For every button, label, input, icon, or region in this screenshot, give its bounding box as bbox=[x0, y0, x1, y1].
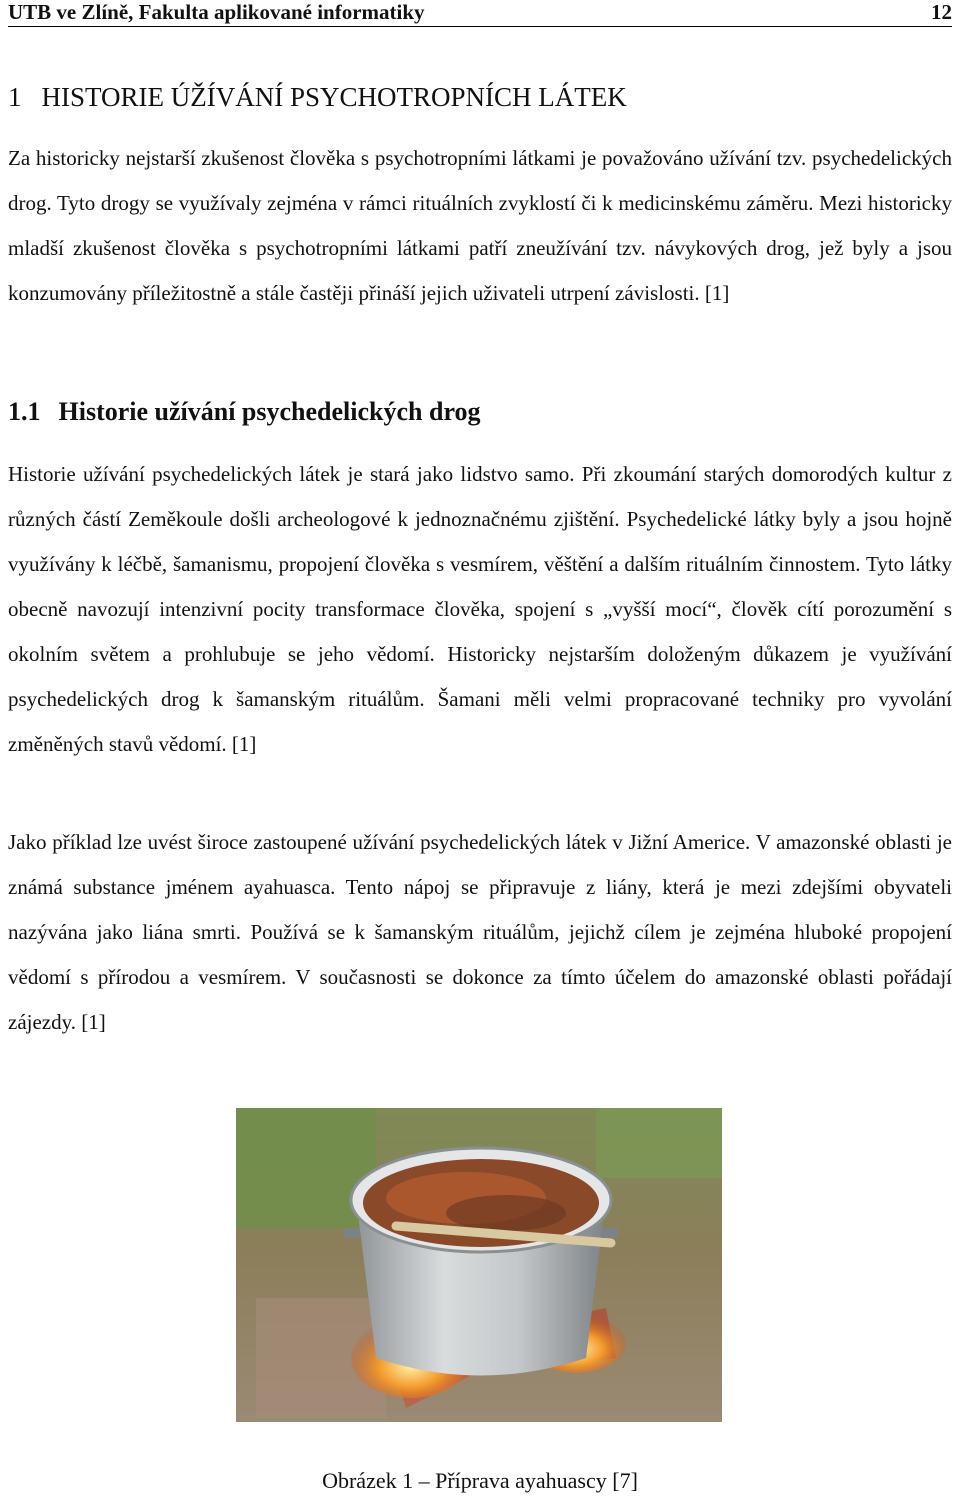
figure-caption: Obrázek 1 – Příprava ayahuascy [7] bbox=[322, 1468, 638, 1493]
paragraph-intro: Za historicky nejstarší zkušenost člověka s psychotropními látkami je považováno užívání tzv. psychedelických drog. Tyto drogy se využívaly zejména v rámci rituálních zvyklostí či k medicinskému záměru. Mezi historicky mladší zkušenost člověka s psychotropními látkami patří zneužívání tzv. návykových drog, jež byly a jsou konzumovány příležitostně a stále častěji přináší jejich uživateli utrpení závislosti. [1] bbox=[8, 146, 952, 305]
section-number: 1.1 bbox=[8, 397, 41, 426]
running-header bbox=[8, 0, 952, 27]
paragraph-ayahuasca: Jako příklad lze uvést široce zastoupené užívání psychedelických látek v Jižní Americe. V amazonské oblasti je známá substance jménem ayahuasca. Tento nápoj se připravuje z liány, která je mezi zdejšími obyvateli nazývána jako liána smrti. Používá se k šamanským rituálům, jejichž cílem je zejména hluboké propojení vědomí s přírodou a vesmírem. V současnosti se dokonce za tímto účelem do amazonské oblasti pořádají zájezdy. [1] bbox=[8, 830, 952, 1034]
header-institution: UTB ve Zlíně, Fakulta aplikované informatiky bbox=[8, 0, 425, 24]
chapter-title: HISTORIE ÚŽÍVÁNÍ PSYCHOTROPNÍCH LÁTEK bbox=[41, 82, 627, 112]
chapter-heading bbox=[8, 80, 627, 114]
section-title: Historie užívání psychedelických drog bbox=[58, 397, 481, 426]
figure-photo-pot bbox=[236, 1108, 722, 1422]
page-number: 12 bbox=[931, 0, 952, 24]
paragraph-history: Historie užívání psychedelických látek je stará jako lidstvo samo. Při zkoumání starých domorodých kultur z různých částí Zeměkoule došli archeologové k jednoznačnému zjištění. Psychedelické látky byly a jsou hojně využívány k léčbě, šamanismu, propojení člověka s vesmírem, věštění a dalším rituálním činnostem. Tyto látky obecně navozují intenzivní pocity transformace člověka, spojení s „vyšší mocí“, člověk cítí porozumění s okolním světem a prohlubuje se jeho vědomí. Historicky nejstarším doloženým důkazem je využívání psychedelických drog k šamanským rituálům. Šamani měli velmi propracované techniky pro vyvolání změněných stavů vědomí. [1] bbox=[8, 462, 952, 756]
section-heading bbox=[8, 395, 481, 429]
chapter-number: 1 bbox=[8, 82, 22, 112]
ayahuasca-pot-photo bbox=[236, 1108, 722, 1422]
